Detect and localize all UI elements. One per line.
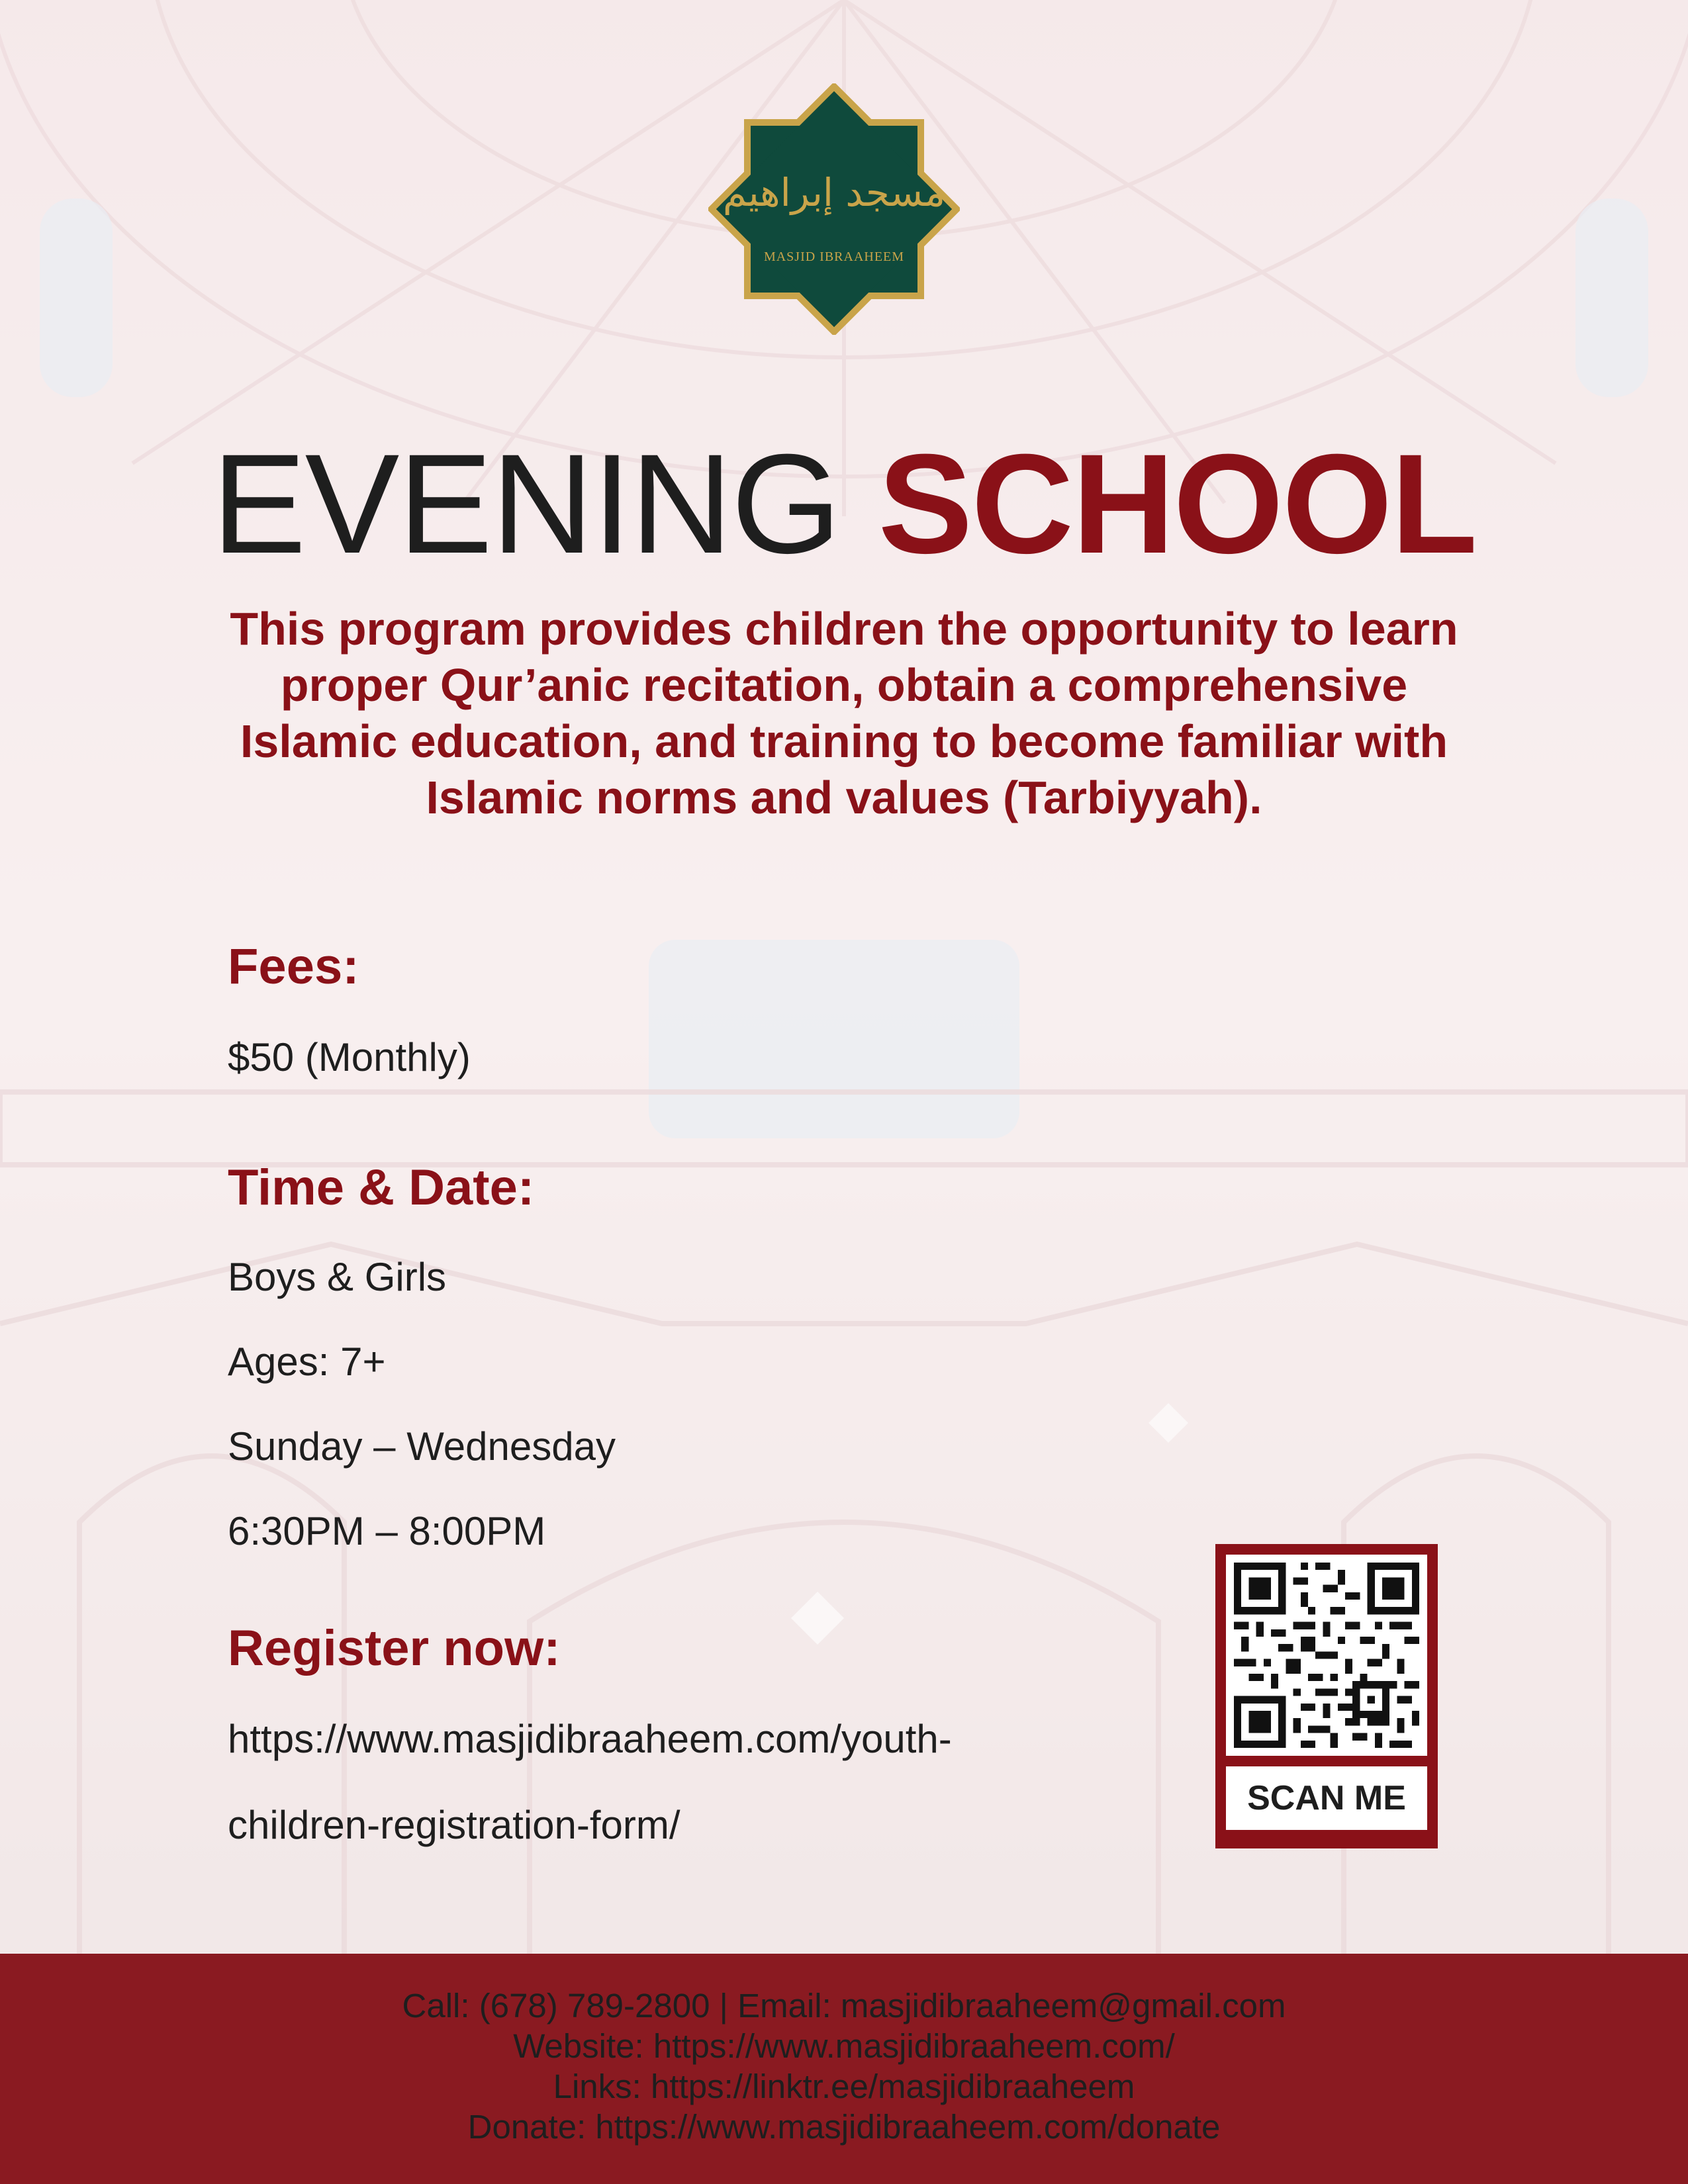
title-word-evening: EVENING bbox=[211, 425, 841, 583]
registration-url-line-2[interactable]: children-registration-form/ bbox=[228, 1803, 680, 1847]
page-title bbox=[0, 425, 1688, 584]
hours-line: 6:30PM – 8:00PM bbox=[228, 1509, 546, 1553]
time-date-heading: Time & Date: bbox=[228, 1160, 535, 1216]
program-description: This program provides children the opportunity to learn proper Qur’anic recitation, obtain a comprehensive Islamic education, and training to become familiar with Islamic norms and values (Tarbiyyah). bbox=[230, 603, 1458, 823]
audience-line: Boys & Girls bbox=[228, 1255, 447, 1299]
footer-links-line[interactable]: Links: https://linktr.ee/masjidibraaheem bbox=[553, 2068, 1135, 2105]
logo-caption: MASJID IBRAAHEEM bbox=[763, 250, 905, 264]
qr-code-icon bbox=[1234, 1563, 1419, 1748]
ages-line: Ages: 7+ bbox=[228, 1340, 386, 1384]
title-word-school: SCHOOL bbox=[878, 425, 1477, 583]
fees-value: $50 (Monthly) bbox=[228, 1035, 471, 1079]
qr-code[interactable] bbox=[1226, 1555, 1427, 1756]
logo-calligraphy: مسجد إبراهيم bbox=[722, 170, 946, 215]
footer-donate-line[interactable]: Donate: https://www.masjidibraaheem.com/donate bbox=[467, 2108, 1221, 2146]
footer-website-line[interactable]: Website: https://www.masjidibraaheem.com/ bbox=[513, 2027, 1175, 2065]
fees-heading: Fees: bbox=[228, 938, 359, 995]
register-heading: Register now: bbox=[228, 1620, 561, 1676]
days-line: Sunday – Wednesday bbox=[228, 1424, 616, 1469]
masjid-logo bbox=[708, 83, 960, 335]
footer-contact-line[interactable]: Call: (678) 789-2800 | Email: masjidibraaheem@gmail.com bbox=[402, 1987, 1286, 2025]
contact-footer bbox=[0, 1954, 1688, 2184]
scan-me-label: SCAN ME bbox=[1226, 1766, 1427, 1830]
registration-url-line-1[interactable]: https://www.masjidibraaheem.com/youth- bbox=[228, 1717, 952, 1761]
qr-code-box[interactable] bbox=[1215, 1544, 1438, 1848]
